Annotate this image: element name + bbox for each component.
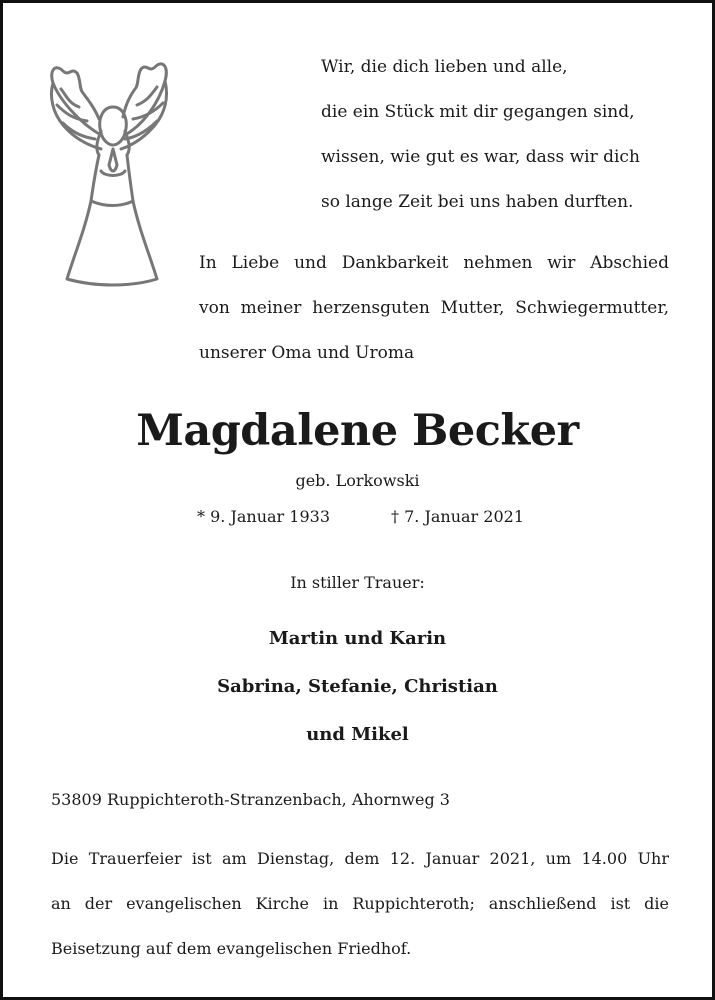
family-line: Martin und Karin <box>268 628 447 649</box>
funeral-line: Beisetzung auf dem evangelischen Friedhof. <box>51 939 412 958</box>
poem-line: wissen, wie gut es war, dass wir dich <box>321 147 640 167</box>
deceased-name: Magdalene Becker <box>136 406 579 456</box>
funeral-line: Die Trauerfeier ist am Dienstag, dem 12. Januar 2021, um 14.00 Uhr <box>51 849 669 868</box>
angel-icon <box>39 53 179 293</box>
family-line: Sabrina, Stefanie, Christian <box>217 676 498 697</box>
funeral-line: an der evangelischen Kirche in Ruppichteroth; anschließend ist die <box>51 894 669 913</box>
death-date: † 7. Januar 2021 <box>391 507 524 526</box>
family-line: und Mikel <box>306 724 409 745</box>
poem <box>321 45 681 225</box>
poem-line: Wir, die dich lieben und alle, <box>321 57 568 77</box>
mourning-line: In stiller Trauer: <box>290 573 425 592</box>
intro-line: von meiner herzensguten Mutter, Schwiegermutter, <box>199 298 669 318</box>
intro-line: unserer Oma und Uroma <box>199 343 415 363</box>
birth-name: geb. Lorkowski <box>295 471 420 490</box>
funeral-info <box>51 836 669 971</box>
intro-text <box>199 241 669 376</box>
family-list <box>3 615 712 759</box>
poem-line: so lange Zeit bei uns haben durften. <box>321 192 634 212</box>
birth-date: * 9. Januar 1933 <box>197 507 330 526</box>
address: 53809 Ruppichteroth-Stranzenbach, Ahornweg 3 <box>51 790 450 809</box>
poem-line: die ein Stück mit dir gegangen sind, <box>321 102 635 122</box>
intro-line: In Liebe und Dankbarkeit nehmen wir Abschied <box>199 253 669 273</box>
